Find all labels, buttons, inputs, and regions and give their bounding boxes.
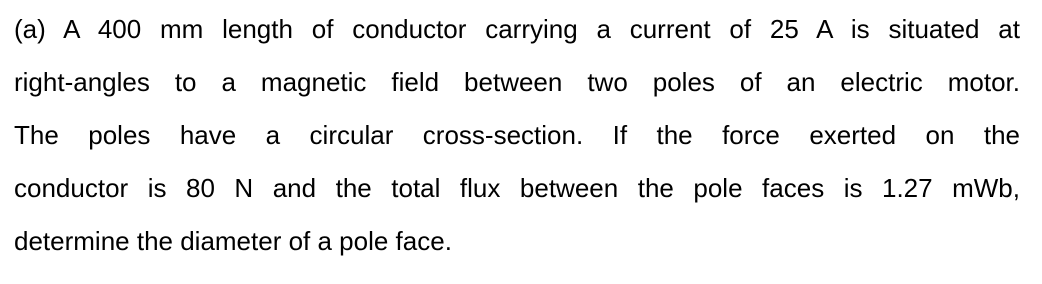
problem-line-1: (a) A 400 mm length of conductor carrying a current of 25 A is situated at	[14, 14, 1020, 44]
problem-line-5: determine the diameter of a pole face.	[14, 226, 452, 256]
problem-line-4: conductor is 80 N and the total flux between the pole faces is 1.27 mWb,	[14, 173, 1020, 203]
problem-line-2: right-angles to a magnetic field between two poles of an electric motor.	[14, 67, 1020, 97]
problem-text	[14, 9, 1020, 274]
problem-line-3: The poles have a circular cross-section. If the force exerted on the	[14, 120, 1020, 150]
